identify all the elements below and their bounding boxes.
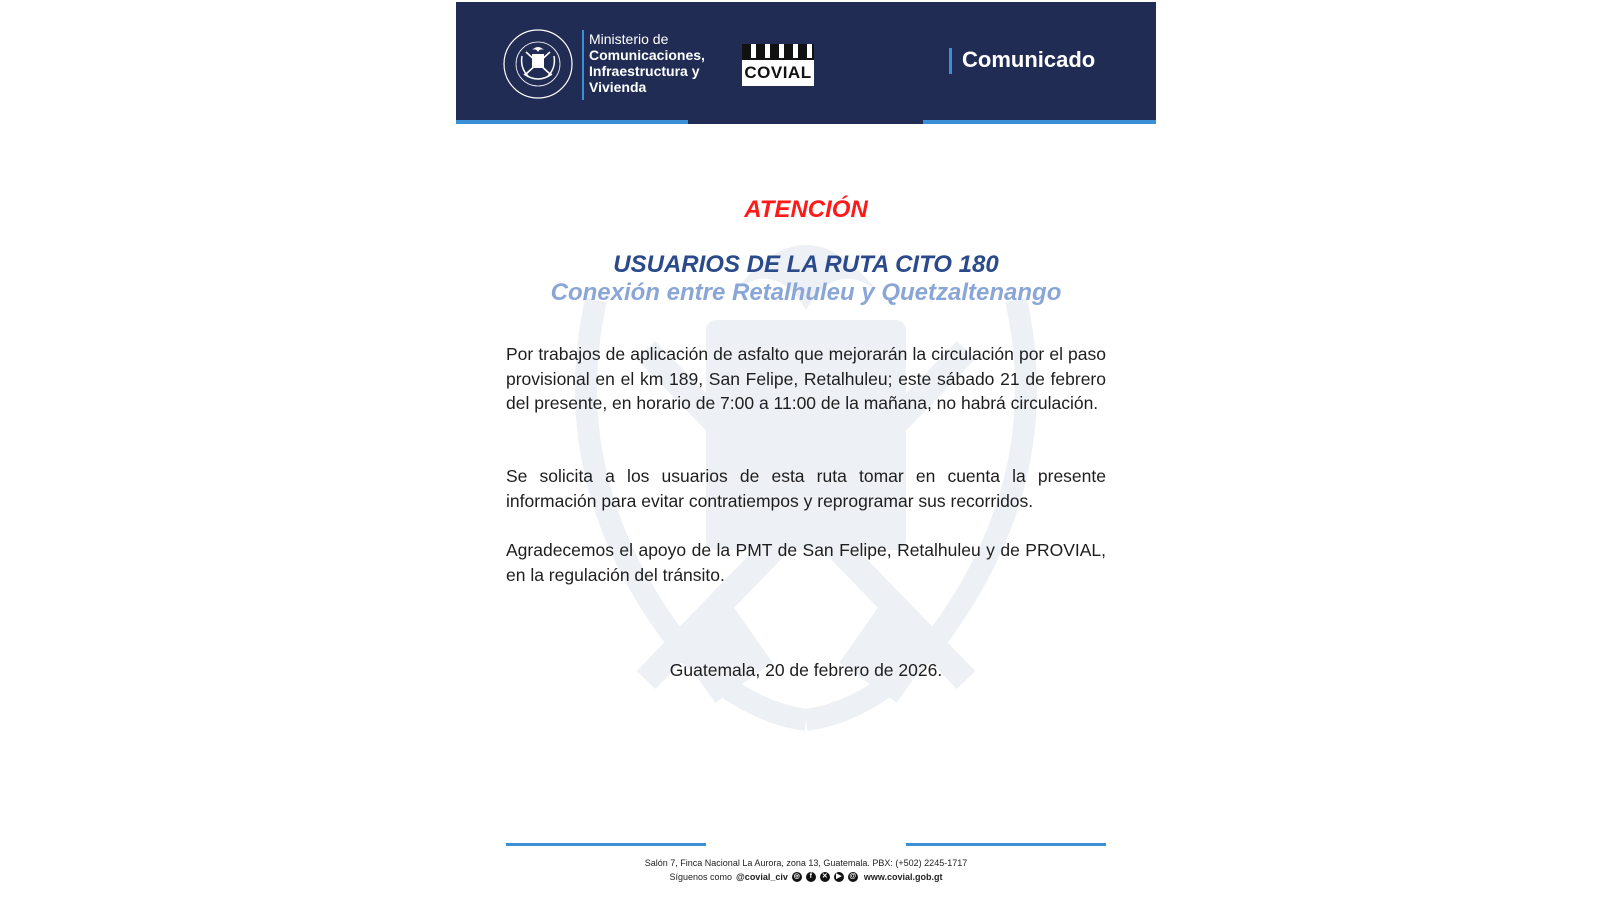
- footer-accent-right: [906, 843, 1106, 846]
- notice-paragraph-3: Agradecemos el apoyo de la PMT de San Felipe, Retalhuleu y de PROVIAL, en la regulación del tránsito.: [506, 540, 1106, 585]
- comunicado-label: Comunicado: [962, 47, 1096, 72]
- covial-logo-stripes: [742, 44, 814, 60]
- guatemala-seal-icon: [502, 28, 574, 100]
- notice-paragraph-1: Por trabajos de aplicación de asfalto que mejorarán la circulación por el paso provisional en el km 189, San Felipe, Retalhuleu; este sábado 21 de febrero del presente, en horario de 7:00 a 11:00 de la mañana, no habrá circulación.: [506, 344, 1106, 413]
- x-icon[interactable]: ✕: [820, 872, 830, 882]
- footer-accent-left: [506, 843, 706, 846]
- route-subtitle: Conexión entre Retalhuleu y Quetzaltenango: [550, 279, 1062, 306]
- attention-heading: ATENCIÓN: [744, 196, 868, 223]
- ministry-line-1: Ministerio de: [589, 31, 669, 47]
- place-and-date: Guatemala, 20 de febrero de 2026.: [669, 660, 943, 680]
- ministry-line-4: Vivienda: [589, 79, 647, 95]
- instagram-icon[interactable]: ◎: [793, 873, 800, 880]
- footer-address: Salón 7, Finca Nacional La Aurora, zona 13, Guatemala. PBX: (+502) 2245-1717: [644, 858, 968, 868]
- follow-label: Síguenos como: [669, 872, 733, 882]
- ministry-divider: [582, 30, 584, 100]
- notice-paragraph-2: Se solicita a los usuarios de esta ruta tomar en cuenta la presente información para evitar contratiempos y reprogramar sus recorridos.: [506, 466, 1106, 511]
- header-accent-left: [456, 120, 688, 124]
- facebook-icon[interactable]: f: [806, 872, 816, 882]
- ministry-line-3: Infraestructura y: [589, 63, 700, 79]
- youtube-icon[interactable]: ▶: [834, 872, 844, 882]
- social-handle[interactable]: @covial_civ: [736, 872, 788, 882]
- comunicado-accent-bar: [949, 48, 952, 74]
- ministry-line-2: Comunicaciones,: [589, 47, 705, 63]
- document-header: [456, 2, 1156, 124]
- ministry-name: [589, 31, 705, 95]
- covial-logo: [742, 44, 814, 86]
- route-title: USUARIOS DE LA RUTA CITO 180: [613, 251, 999, 278]
- website-link[interactable]: www.covial.gob.gt: [863, 872, 943, 882]
- footer-social: [456, 872, 1156, 882]
- covial-logo-text: COVIAL: [744, 63, 812, 82]
- header-accent-right: [923, 120, 1156, 124]
- communique-document: [456, 0, 1156, 900]
- threads-icon[interactable]: @: [849, 873, 857, 880]
